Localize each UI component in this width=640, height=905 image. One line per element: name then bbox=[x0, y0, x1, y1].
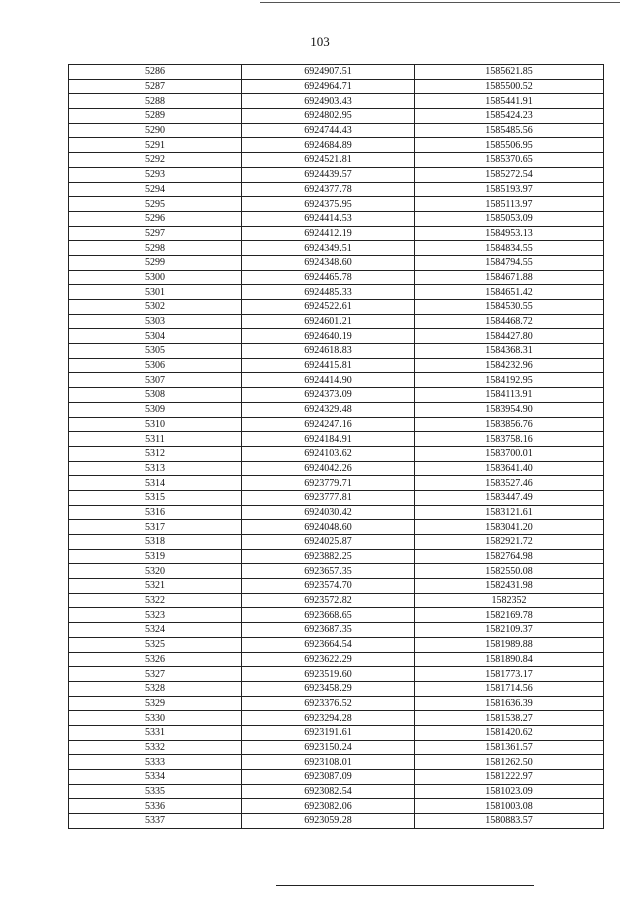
y-coordinate-cell: 1583121.61 bbox=[415, 505, 604, 520]
table-row bbox=[69, 182, 604, 197]
x-coordinate-cell: 6923572.82 bbox=[242, 593, 415, 608]
table-row bbox=[69, 740, 604, 755]
point-number-cell: 5308 bbox=[69, 388, 242, 403]
table-row bbox=[69, 535, 604, 550]
table-row bbox=[69, 476, 604, 491]
x-coordinate-cell: 6923777.81 bbox=[242, 490, 415, 505]
point-number-cell: 5305 bbox=[69, 344, 242, 359]
x-coordinate-cell: 6923519.60 bbox=[242, 667, 415, 682]
table-row bbox=[69, 417, 604, 432]
y-coordinate-cell: 1581538.27 bbox=[415, 711, 604, 726]
x-coordinate-cell: 6923882.25 bbox=[242, 549, 415, 564]
point-number-cell: 5293 bbox=[69, 167, 242, 182]
y-coordinate-cell: 1584427.80 bbox=[415, 329, 604, 344]
y-coordinate-cell: 1585621.85 bbox=[415, 65, 604, 80]
point-number-cell: 5335 bbox=[69, 784, 242, 799]
point-number-cell: 5317 bbox=[69, 520, 242, 535]
table-row bbox=[69, 814, 604, 829]
table-row bbox=[69, 505, 604, 520]
x-coordinate-cell: 6924439.57 bbox=[242, 167, 415, 182]
point-number-cell: 5303 bbox=[69, 314, 242, 329]
point-number-cell: 5304 bbox=[69, 329, 242, 344]
point-number-cell: 5325 bbox=[69, 637, 242, 652]
table-row bbox=[69, 402, 604, 417]
table-row bbox=[69, 681, 604, 696]
y-coordinate-cell: 1584834.55 bbox=[415, 241, 604, 256]
point-number-cell: 5291 bbox=[69, 138, 242, 153]
x-coordinate-cell: 6923668.65 bbox=[242, 608, 415, 623]
y-coordinate-cell: 1583641.40 bbox=[415, 461, 604, 476]
x-coordinate-cell: 6923687.35 bbox=[242, 623, 415, 638]
y-coordinate-cell: 1581714.56 bbox=[415, 681, 604, 696]
y-coordinate-cell: 1583954.90 bbox=[415, 402, 604, 417]
y-coordinate-cell: 1582431.98 bbox=[415, 579, 604, 594]
point-number-cell: 5327 bbox=[69, 667, 242, 682]
table-row bbox=[69, 123, 604, 138]
y-coordinate-cell: 1581420.62 bbox=[415, 725, 604, 740]
x-coordinate-cell: 6924414.90 bbox=[242, 373, 415, 388]
y-coordinate-cell: 1585424.23 bbox=[415, 109, 604, 124]
x-coordinate-cell: 6923059.28 bbox=[242, 814, 415, 829]
x-coordinate-cell: 6923294.28 bbox=[242, 711, 415, 726]
x-coordinate-cell: 6924412.19 bbox=[242, 226, 415, 241]
x-coordinate-cell: 6923657.35 bbox=[242, 564, 415, 579]
x-coordinate-cell: 6924048.60 bbox=[242, 520, 415, 535]
point-number-cell: 5312 bbox=[69, 446, 242, 461]
point-number-cell: 5320 bbox=[69, 564, 242, 579]
y-coordinate-cell: 1581003.08 bbox=[415, 799, 604, 814]
y-coordinate-cell: 1585053.09 bbox=[415, 211, 604, 226]
y-coordinate-cell: 1583758.16 bbox=[415, 432, 604, 447]
y-coordinate-cell: 1585506.95 bbox=[415, 138, 604, 153]
x-coordinate-cell: 6923082.06 bbox=[242, 799, 415, 814]
x-coordinate-cell: 6923191.61 bbox=[242, 725, 415, 740]
coordinates-table bbox=[68, 64, 604, 829]
x-coordinate-cell: 6924640.19 bbox=[242, 329, 415, 344]
y-coordinate-cell: 1585500.52 bbox=[415, 79, 604, 94]
table-row bbox=[69, 755, 604, 770]
table-row bbox=[69, 300, 604, 315]
table-row bbox=[69, 784, 604, 799]
y-coordinate-cell: 1580883.57 bbox=[415, 814, 604, 829]
y-coordinate-cell: 1585193.97 bbox=[415, 182, 604, 197]
top-rule bbox=[260, 2, 620, 3]
point-number-cell: 5315 bbox=[69, 490, 242, 505]
y-coordinate-cell: 1584651.42 bbox=[415, 285, 604, 300]
x-coordinate-cell: 6924964.71 bbox=[242, 79, 415, 94]
y-coordinate-cell: 1582352 bbox=[415, 593, 604, 608]
point-number-cell: 5322 bbox=[69, 593, 242, 608]
point-number-cell: 5296 bbox=[69, 211, 242, 226]
point-number-cell: 5337 bbox=[69, 814, 242, 829]
point-number-cell: 5326 bbox=[69, 652, 242, 667]
x-coordinate-cell: 6923574.70 bbox=[242, 579, 415, 594]
table-row bbox=[69, 593, 604, 608]
x-coordinate-cell: 6923376.52 bbox=[242, 696, 415, 711]
x-coordinate-cell: 6924618.83 bbox=[242, 344, 415, 359]
x-coordinate-cell: 6924465.78 bbox=[242, 270, 415, 285]
table-row bbox=[69, 652, 604, 667]
point-number-cell: 5301 bbox=[69, 285, 242, 300]
point-number-cell: 5309 bbox=[69, 402, 242, 417]
page-number: 103 bbox=[310, 34, 330, 49]
table-row bbox=[69, 65, 604, 80]
point-number-cell: 5300 bbox=[69, 270, 242, 285]
table-row bbox=[69, 608, 604, 623]
point-number-cell: 5286 bbox=[69, 65, 242, 80]
y-coordinate-cell: 1581361.57 bbox=[415, 740, 604, 755]
x-coordinate-cell: 6923087.09 bbox=[242, 770, 415, 785]
point-number-cell: 5328 bbox=[69, 681, 242, 696]
x-coordinate-cell: 6924522.61 bbox=[242, 300, 415, 315]
point-number-cell: 5288 bbox=[69, 94, 242, 109]
x-coordinate-cell: 6924329.48 bbox=[242, 402, 415, 417]
point-number-cell: 5316 bbox=[69, 505, 242, 520]
x-coordinate-cell: 6924907.51 bbox=[242, 65, 415, 80]
point-number-cell: 5302 bbox=[69, 300, 242, 315]
y-coordinate-cell: 1581222.97 bbox=[415, 770, 604, 785]
table-row bbox=[69, 138, 604, 153]
table-row bbox=[69, 255, 604, 270]
x-coordinate-cell: 6924377.78 bbox=[242, 182, 415, 197]
point-number-cell: 5295 bbox=[69, 197, 242, 212]
y-coordinate-cell: 1581773.17 bbox=[415, 667, 604, 682]
x-coordinate-cell: 6924103.62 bbox=[242, 446, 415, 461]
table-row bbox=[69, 549, 604, 564]
y-coordinate-cell: 1584530.55 bbox=[415, 300, 604, 315]
table-row bbox=[69, 446, 604, 461]
table-row bbox=[69, 667, 604, 682]
x-coordinate-cell: 6924414.53 bbox=[242, 211, 415, 226]
x-coordinate-cell: 6924349.51 bbox=[242, 241, 415, 256]
table-row bbox=[69, 373, 604, 388]
x-coordinate-cell: 6924485.33 bbox=[242, 285, 415, 300]
table-row bbox=[69, 241, 604, 256]
table-row bbox=[69, 79, 604, 94]
y-coordinate-cell: 1584671.88 bbox=[415, 270, 604, 285]
point-number-cell: 5306 bbox=[69, 358, 242, 373]
point-number-cell: 5333 bbox=[69, 755, 242, 770]
x-coordinate-cell: 6924373.09 bbox=[242, 388, 415, 403]
y-coordinate-cell: 1582109.37 bbox=[415, 623, 604, 638]
x-coordinate-cell: 6924903.43 bbox=[242, 94, 415, 109]
y-coordinate-cell: 1585485.56 bbox=[415, 123, 604, 138]
table-row bbox=[69, 167, 604, 182]
table-row bbox=[69, 770, 604, 785]
y-coordinate-cell: 1584953.13 bbox=[415, 226, 604, 241]
table-row bbox=[69, 285, 604, 300]
y-coordinate-cell: 1585370.65 bbox=[415, 153, 604, 168]
y-coordinate-cell: 1581890.84 bbox=[415, 652, 604, 667]
y-coordinate-cell: 1581262.50 bbox=[415, 755, 604, 770]
table-row bbox=[69, 696, 604, 711]
y-coordinate-cell: 1585272.54 bbox=[415, 167, 604, 182]
x-coordinate-cell: 6924247.16 bbox=[242, 417, 415, 432]
x-coordinate-cell: 6923664.54 bbox=[242, 637, 415, 652]
point-number-cell: 5334 bbox=[69, 770, 242, 785]
y-coordinate-cell: 1584368.31 bbox=[415, 344, 604, 359]
table-row bbox=[69, 344, 604, 359]
point-number-cell: 5311 bbox=[69, 432, 242, 447]
point-number-cell: 5324 bbox=[69, 623, 242, 638]
table-row bbox=[69, 94, 604, 109]
coordinates-table-body bbox=[69, 65, 604, 829]
x-coordinate-cell: 6924030.42 bbox=[242, 505, 415, 520]
table-row bbox=[69, 153, 604, 168]
point-number-cell: 5294 bbox=[69, 182, 242, 197]
point-number-cell: 5329 bbox=[69, 696, 242, 711]
point-number-cell: 5331 bbox=[69, 725, 242, 740]
table-row bbox=[69, 388, 604, 403]
x-coordinate-cell: 6923779.71 bbox=[242, 476, 415, 491]
table-row bbox=[69, 520, 604, 535]
table-row bbox=[69, 579, 604, 594]
x-coordinate-cell: 6924415.81 bbox=[242, 358, 415, 373]
point-number-cell: 5330 bbox=[69, 711, 242, 726]
x-coordinate-cell: 6924042.26 bbox=[242, 461, 415, 476]
y-coordinate-cell: 1583041.20 bbox=[415, 520, 604, 535]
y-coordinate-cell: 1583856.76 bbox=[415, 417, 604, 432]
y-coordinate-cell: 1581989.88 bbox=[415, 637, 604, 652]
point-number-cell: 5323 bbox=[69, 608, 242, 623]
x-coordinate-cell: 6923150.24 bbox=[242, 740, 415, 755]
x-coordinate-cell: 6924521.81 bbox=[242, 153, 415, 168]
y-coordinate-cell: 1581023.09 bbox=[415, 784, 604, 799]
table-row bbox=[69, 329, 604, 344]
y-coordinate-cell: 1585113.97 bbox=[415, 197, 604, 212]
x-coordinate-cell: 6924684.89 bbox=[242, 138, 415, 153]
y-coordinate-cell: 1581636.39 bbox=[415, 696, 604, 711]
point-number-cell: 5313 bbox=[69, 461, 242, 476]
table-row bbox=[69, 432, 604, 447]
table-row bbox=[69, 358, 604, 373]
x-coordinate-cell: 6924744.43 bbox=[242, 123, 415, 138]
table-row bbox=[69, 799, 604, 814]
table-row bbox=[69, 461, 604, 476]
table-row bbox=[69, 226, 604, 241]
x-coordinate-cell: 6923082.54 bbox=[242, 784, 415, 799]
point-number-cell: 5287 bbox=[69, 79, 242, 94]
y-coordinate-cell: 1584192.95 bbox=[415, 373, 604, 388]
y-coordinate-cell: 1585441.91 bbox=[415, 94, 604, 109]
point-number-cell: 5297 bbox=[69, 226, 242, 241]
point-number-cell: 5314 bbox=[69, 476, 242, 491]
x-coordinate-cell: 6923108.01 bbox=[242, 755, 415, 770]
y-coordinate-cell: 1582764.98 bbox=[415, 549, 604, 564]
x-coordinate-cell: 6924348.60 bbox=[242, 255, 415, 270]
table-row bbox=[69, 109, 604, 124]
x-coordinate-cell: 6924601.21 bbox=[242, 314, 415, 329]
y-coordinate-cell: 1583700.01 bbox=[415, 446, 604, 461]
point-number-cell: 5289 bbox=[69, 109, 242, 124]
x-coordinate-cell: 6923458.29 bbox=[242, 681, 415, 696]
y-coordinate-cell: 1584113.91 bbox=[415, 388, 604, 403]
bottom-rule bbox=[276, 885, 534, 886]
y-coordinate-cell: 1584232.96 bbox=[415, 358, 604, 373]
point-number-cell: 5299 bbox=[69, 255, 242, 270]
x-coordinate-cell: 6924375.95 bbox=[242, 197, 415, 212]
table-row bbox=[69, 314, 604, 329]
y-coordinate-cell: 1582550.08 bbox=[415, 564, 604, 579]
y-coordinate-cell: 1583447.49 bbox=[415, 490, 604, 505]
y-coordinate-cell: 1584794.55 bbox=[415, 255, 604, 270]
x-coordinate-cell: 6924025.87 bbox=[242, 535, 415, 550]
table-row bbox=[69, 211, 604, 226]
point-number-cell: 5298 bbox=[69, 241, 242, 256]
y-coordinate-cell: 1583527.46 bbox=[415, 476, 604, 491]
table-row bbox=[69, 270, 604, 285]
table-row bbox=[69, 711, 604, 726]
point-number-cell: 5321 bbox=[69, 579, 242, 594]
table-row bbox=[69, 637, 604, 652]
point-number-cell: 5292 bbox=[69, 153, 242, 168]
point-number-cell: 5319 bbox=[69, 549, 242, 564]
point-number-cell: 5336 bbox=[69, 799, 242, 814]
x-coordinate-cell: 6923622.29 bbox=[242, 652, 415, 667]
y-coordinate-cell: 1584468.72 bbox=[415, 314, 604, 329]
x-coordinate-cell: 6924802.95 bbox=[242, 109, 415, 124]
point-number-cell: 5310 bbox=[69, 417, 242, 432]
point-number-cell: 5332 bbox=[69, 740, 242, 755]
point-number-cell: 5318 bbox=[69, 535, 242, 550]
table-row bbox=[69, 490, 604, 505]
table-row bbox=[69, 725, 604, 740]
table-row bbox=[69, 564, 604, 579]
point-number-cell: 5307 bbox=[69, 373, 242, 388]
y-coordinate-cell: 1582921.72 bbox=[415, 535, 604, 550]
table-row bbox=[69, 197, 604, 212]
table-row bbox=[69, 623, 604, 638]
y-coordinate-cell: 1582169.78 bbox=[415, 608, 604, 623]
x-coordinate-cell: 6924184.91 bbox=[242, 432, 415, 447]
point-number-cell: 5290 bbox=[69, 123, 242, 138]
